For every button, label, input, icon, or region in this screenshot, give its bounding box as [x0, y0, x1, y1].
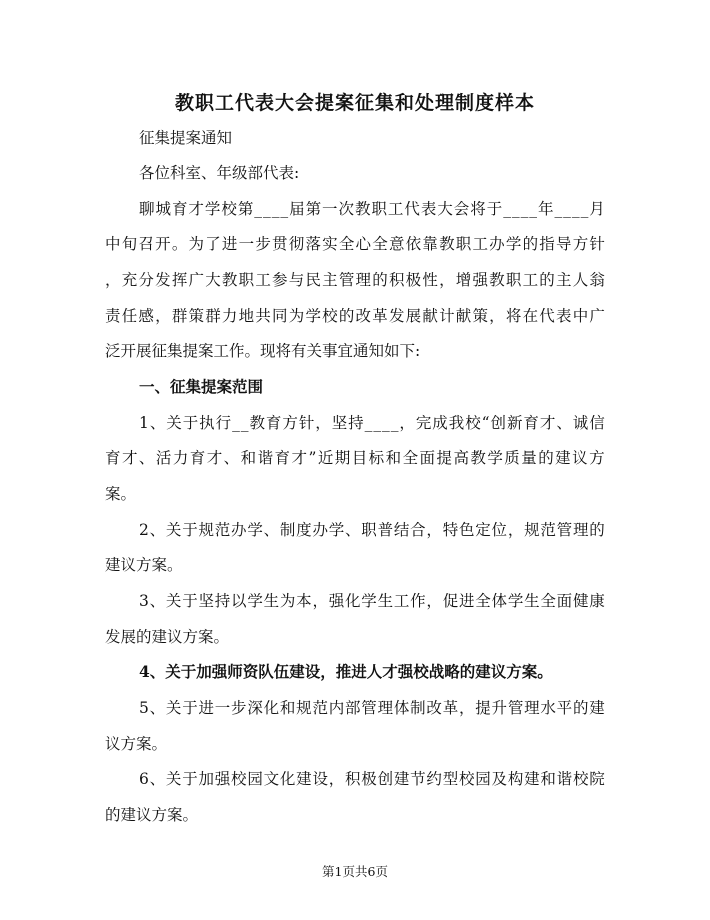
intro-line: 责 任 感 ， 群 策 群 力 地 共 同 为 学 校 的 改 革 发 展 献 计 献 策 ， 将 在 代 表 中 广	[105, 307, 605, 325]
item-line: 育 才 、 活 力 育 才 、 和 谐 育 才 ” 近 期 目 标 和 全 面 提 高 教 学 质 量 的 建 议 方	[105, 449, 605, 467]
document-title: 教职工代表大会提案征集和处理制度样本	[174, 92, 535, 114]
item-line: 4、关于加强师资队伍建设，推进人才强校战略的建议方案。	[139, 662, 553, 681]
item-line: 6 、 关 于 加 强 校 园 文 化 建 设 ， 积 极 创 建 节 约 型 校 园 及 构 建 和 谐 校 院	[139, 770, 605, 788]
intro-line: 泛开展征集提案工作。现将有关事宜通知如下:	[105, 342, 421, 360]
section-heading: 一、征集提案范围	[139, 377, 264, 396]
item-line: 3 、 关 于 坚 持 以 学 生 为 本 ， 强 化 学 生 工 作 ， 促 进 全 体 学 生 全 面 健 康	[139, 592, 605, 610]
intro-line: 聊 城 育 才 学 校 第 _ _ _ _ 届 第 一 次 教 职 工 代 表 大 会 将 于 _ _ _ _ 年 _ _ _ _ 月	[139, 200, 605, 218]
item-line: 发展的建议方案。	[105, 628, 230, 646]
page-footer: 第1页共6页	[322, 864, 388, 879]
salutation: 各位科室、年级部代表:	[139, 164, 300, 182]
notice-heading: 征集提案通知	[139, 129, 233, 147]
item-line: 案。	[105, 485, 137, 503]
intro-line: 中 旬 召 开 。 为 了 进 一 步 贯 彻 落 实 全 心 全 意 依 靠 教 职 工 办 学 的 指 导 方 针	[105, 235, 605, 253]
item-line: 的建议方案。	[105, 806, 199, 824]
item-line: 2 、 关 于 规 范 办 学 、 制 度 办 学 、 职 普 结 合 ， 特 色 定 位 ， 规 范 管 理 的	[139, 521, 605, 539]
item-line: 议方案。	[105, 735, 168, 753]
item-line: 1 、 关 于 执 行 _ _ 教 育 方 针 ， 坚 持 _ _ _ _ ， 完 成 我 校 “ 创 新 育 才 、 诚 信	[139, 414, 605, 432]
item-line: 5 、 关 于 进 一 步 深 化 和 规 范 内 部 管 理 体 制 改 革 ， 提 升 管 理 水 平 的 建	[139, 699, 605, 717]
item-line: 建议方案。	[105, 556, 183, 574]
intro-line: ， 充 分 发 挥 广 大 教 职 工 参 与 民 主 管 理 的 积 极 性 ， 增 强 教 职 工 的 主 人 翁	[105, 271, 605, 289]
